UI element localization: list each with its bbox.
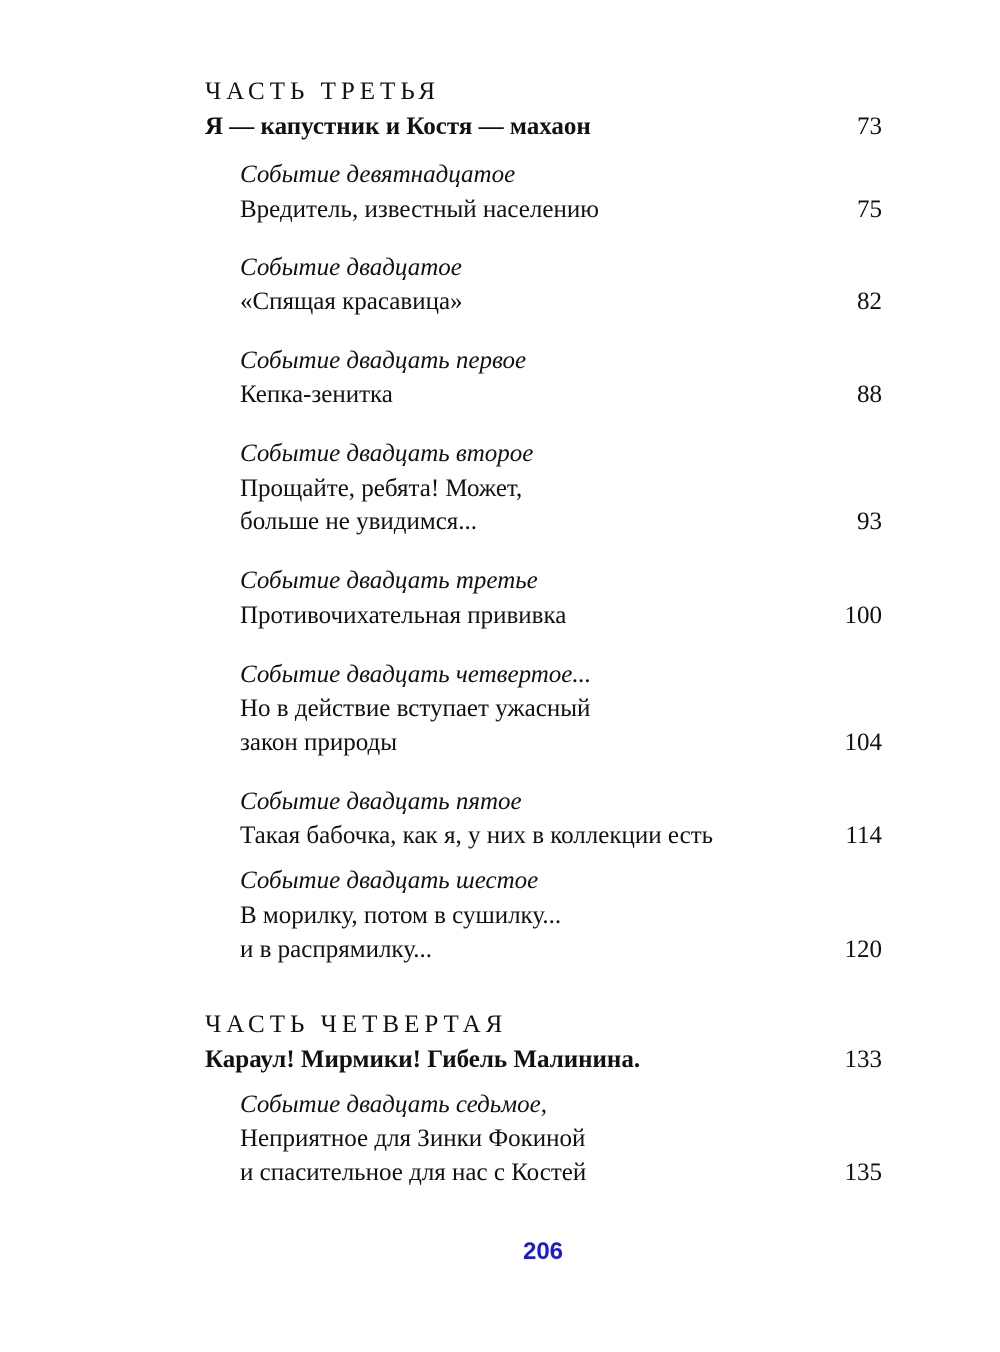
page-ref: 73 (857, 113, 882, 140)
page-ref: 114 (845, 822, 882, 849)
event-title: «Спящая красавица» (240, 288, 463, 315)
event-title: и в распрямилку... (240, 936, 432, 963)
part-title: Караул! Мирмики! Гибель Малинина. (205, 1046, 641, 1073)
page-ref: 133 (844, 1046, 882, 1073)
event-label: Событие двадцать седьмое, (240, 1091, 547, 1118)
event-label: Событие двадцать пятое (240, 788, 522, 815)
page-ref: 93 (857, 508, 882, 535)
event-title: Такая бабочка, как я, у них в коллекции есть (240, 822, 714, 849)
event-label: Событие двадцать первое (240, 347, 527, 374)
page-ref: 82 (857, 288, 882, 315)
event-title: Но в действие вступает ужасный (240, 695, 591, 722)
part-title: Я — капустник и Костя — махаон (205, 113, 591, 140)
event-title: больше не увидимся... (240, 508, 478, 535)
event-title: и спасительное для нас с Костей (240, 1159, 587, 1186)
event-label: Событие девятнадцатое (240, 161, 516, 188)
event-title: Кепка-зенитка (240, 381, 393, 408)
page-ref: 104 (844, 729, 882, 756)
event-label: Событие двадцать второе (240, 440, 534, 467)
event-label: Событие двадцать четвертое... (240, 661, 592, 688)
page-ref: 75 (857, 196, 882, 223)
event-title: Противочихательная прививка (240, 602, 567, 629)
event-title: Неприятное для Зинки Фокиной (240, 1125, 586, 1152)
event-title: Прощайте, ребята! Может, (240, 475, 523, 502)
page-ref: 88 (857, 381, 882, 408)
page-number: 206 (522, 1238, 564, 1265)
event-title: В морилку, потом в сушилку... (240, 902, 562, 929)
event-title: Вредитель, известный населению (240, 196, 599, 223)
part-label: ЧАСТЬ ЧЕТВЕРТАЯ (205, 1011, 508, 1038)
event-label: Событие двадцатое (240, 254, 462, 281)
event-label: Событие двадцать шестое (240, 867, 539, 894)
page-ref: 135 (844, 1159, 882, 1186)
event-title: закон природы (240, 729, 398, 756)
part-label: ЧАСТЬ ТРЕТЬЯ (205, 78, 441, 105)
page-ref: 120 (844, 936, 882, 963)
page-ref: 100 (844, 602, 882, 629)
event-label: Событие двадцать третье (240, 567, 538, 594)
